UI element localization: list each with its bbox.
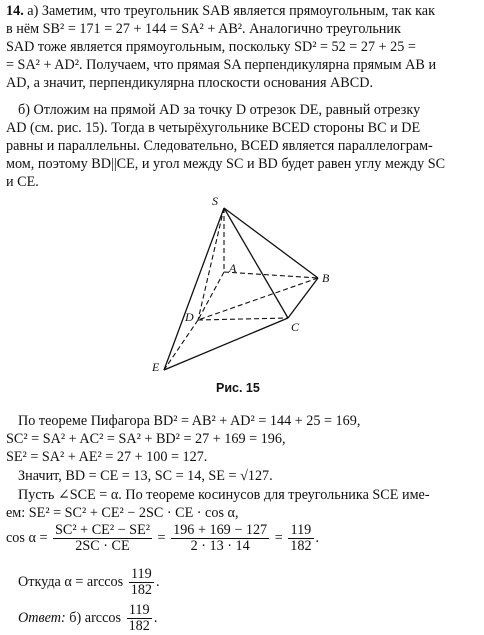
- solution-cos-theorem: ем: SE² = SC² + CE² − 2SC · CE · cos α,: [6, 505, 239, 521]
- problem-number: 14.: [6, 3, 24, 19]
- part-a-line-4: = SA² + AD². Получаем, что прямая SA перпендикулярна прямым AB и: [6, 57, 437, 73]
- label-B: B: [322, 271, 330, 285]
- label-C: C: [291, 320, 300, 334]
- cos-fraction-3-denominator: 182: [290, 538, 312, 555]
- whence-fraction: [129, 567, 154, 598]
- cos-fraction-1: [53, 523, 152, 554]
- part-b-line-5: и CE.: [6, 174, 39, 190]
- answer-line: Ответ: б) arccos $\frac{119}{182}$ .: [18, 602, 158, 635]
- cos-fraction-3-numerator: 119: [288, 523, 313, 539]
- solution-pythagoras: По теореме Пифагора BD² = AB² + AD² = 144 + 25 = 169,: [18, 413, 361, 429]
- cos-fraction-2-numerator: 196 + 169 − 127: [173, 522, 268, 539]
- part-a-line-3: SAD тоже является прямоугольным, поскольку SD² = 52 = 27 + 25 =: [6, 39, 416, 55]
- whence-line: Откуда α = arccos $\frac{119}{182}$ .: [18, 566, 160, 599]
- whence-fraction-denominator: 182: [130, 582, 152, 599]
- answer-text: б) arccos: [69, 610, 122, 626]
- edge-BC: [288, 278, 318, 318]
- part-b-line-4: мом, поэтому BD||CE, и угол между SC и BD будет равен углу между SC: [6, 156, 446, 172]
- part-a-line-5: AD, а значит, перпендикулярна плоскости основания ABCD.: [6, 75, 374, 91]
- edge-SB: [224, 208, 318, 278]
- part-b-line-1: б) Отложим на прямой AD за точку D отрезок DE, равный отрезку: [18, 102, 421, 118]
- whence-fraction-numerator: 119: [129, 567, 154, 583]
- edge-BD: [198, 278, 318, 320]
- solution-se2: SE² = SA² + AE² = 27 + 100 = 127.: [6, 449, 208, 465]
- figure-caption: Рис. 15: [216, 381, 260, 395]
- solution-sc2: SC² = SA² + AC² = SA² + BD² = 27 + 169 = 196,: [6, 431, 286, 447]
- cos-fraction-3: [288, 523, 313, 554]
- cos-fraction-2: [171, 523, 269, 554]
- cos-fraction-2-denominator: 2 · 13 · 14: [190, 538, 250, 555]
- cos-fraction-1-numerator: SC² + CE² − SE²: [55, 522, 150, 539]
- cos-formula: cos α = $\frac{\text{SC² + CE² − SE²}}{2SC \cdot CE}$ = $\frac{196 + 169 - 127}{2 \cdot 13 \cdot 14}$ = $\frac{119}{182}$ .: [6, 522, 320, 555]
- part-b-line-2: AD (см. рис. 15). Тогда в четырёхугольнике BCED стороны BC и DE: [6, 120, 421, 136]
- edge-SD: [198, 208, 224, 320]
- pyramid-figure: [0, 190, 484, 390]
- edge-AD: [198, 272, 224, 320]
- solution-values: Значит, BD = CE = 13, SC = 14, SE = √127.: [18, 468, 273, 484]
- label-S: S: [212, 194, 218, 208]
- part-a-text-1: а) Заметим, что треугольник SAB является прямоугольным, так как: [27, 3, 435, 19]
- edge-DC: [198, 318, 288, 320]
- cos-label: cos α =: [6, 530, 48, 546]
- edge-AB: [224, 272, 318, 278]
- label-A: A: [229, 261, 237, 275]
- whence-text: Откуда α = arccos: [18, 574, 124, 590]
- cos-fraction-1-denominator: 2SC · CE: [75, 538, 130, 555]
- answer-fraction-denominator: 182: [128, 618, 150, 635]
- part-a-line-1: [6, 2, 435, 20]
- answer-label: Ответ:: [18, 610, 66, 626]
- edge-CE: [164, 318, 288, 370]
- label-D: D: [185, 310, 194, 324]
- solution-angle-intro: Пусть ∠SCE = α. По теореме косинусов для треугольника SCE име-: [18, 487, 430, 503]
- label-E: E: [152, 360, 160, 374]
- answer-fraction-numerator: 119: [127, 603, 152, 619]
- part-a-line-2: в нём SB² = 171 = 27 + 144 = SA² + AB². Аналогично треугольник: [6, 21, 401, 37]
- answer-fraction: [127, 603, 152, 634]
- part-b-line-3: равны и параллельны. Следовательно, BCED является параллелограм-: [6, 138, 433, 154]
